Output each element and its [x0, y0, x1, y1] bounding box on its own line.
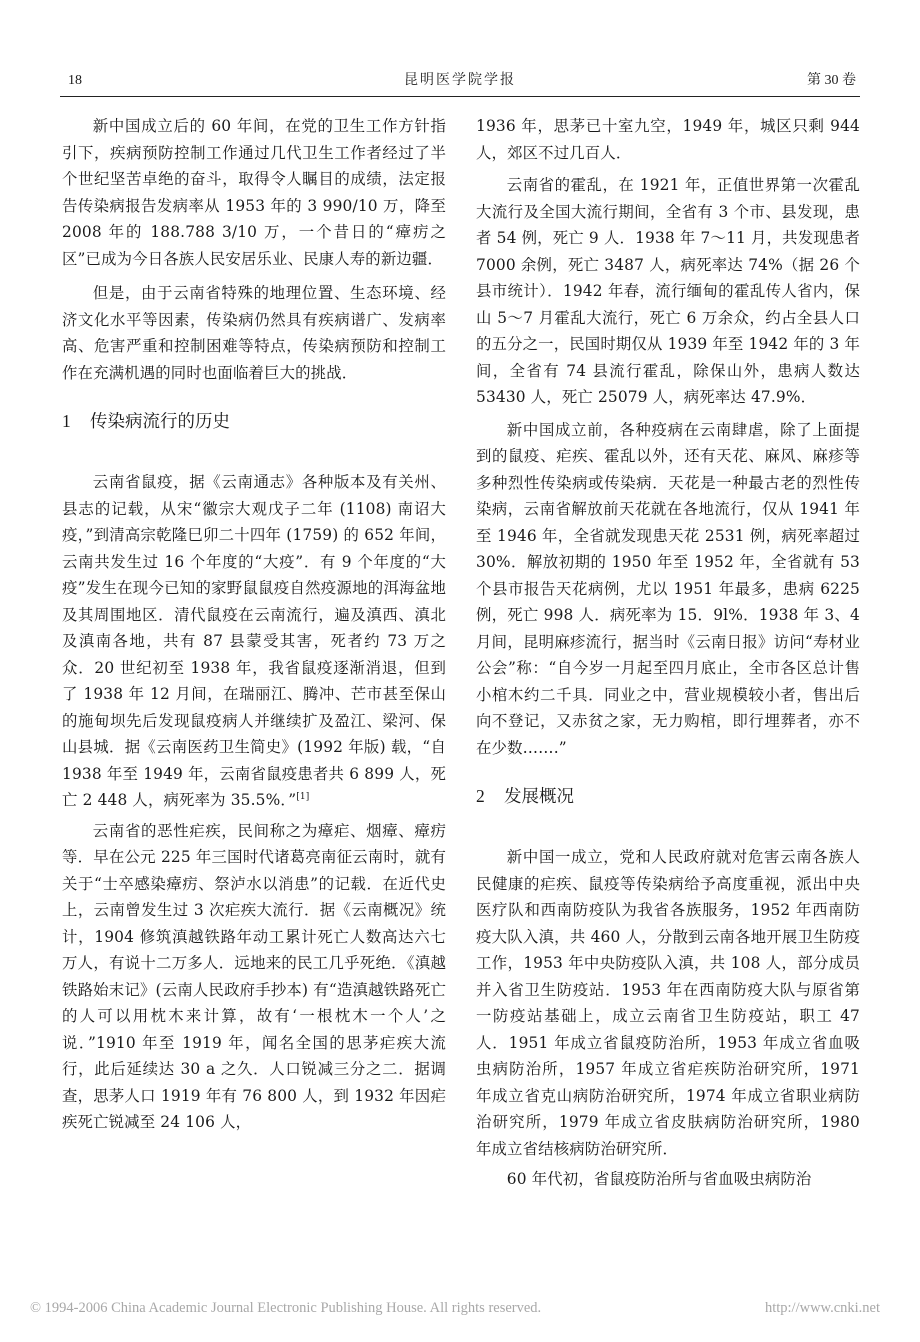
- malaria-paragraph: 云南省的恶性疟疾，民间称之为瘴疟、烟瘴、瘴疠等．早在公元 225 年三国时代诸葛亮南征云南时，就有关于“士卒感染瘴疠、祭泸水以消患”的记载．在近代史上，云南曾发生过 3 次疟疾大流行．据《云南概况》统计，1904 修筑滇越铁路年动工累计死亡人数高达六七万人，有说十二万多人．远地来的民工几乎死绝．《滇越铁路始末记》(云南人民政府手抄本) 有“造滇越铁路死亡的人可以用枕木来计算，故有‘一根枕木一个人’之说．”1910 年至 1919 年，闻名全国的思茅疟疾大流行，此后延续达 30 a 之久．人口锐减三分之二．据调查，思茅人口 1919 年有 76 800 人，到 1932 年因疟疾死亡锐减至 24 106 人，: [62, 821, 446, 1131]
- development-paragraph-2: 60 年代初，省鼠疫防治所与省血吸虫病防治: [506, 1170, 812, 1188]
- intro-paragraph-1: 新中国成立后的 60 年间，在党的卫生工作方针指引下，疾病预防控制工作通过几代卫生工作者经过了半个世纪坚苦卓绝的奋斗，取得令人瞩目的成绩，法定报告传染病报告发病率从 1953 年的 3 990/10 万，降至 2008 年的 188.788 3/10 万，一个昔日的“瘴疠之区”已成为今日各族人民安居乐业、民康人寿的新边疆．: [62, 117, 446, 268]
- malaria-continuation: 1936 年，思茅已十室九空，1949 年，城区只剩 944 人，郊区不过几百人．: [476, 117, 860, 162]
- intro-paragraph-2: 但是，由于云南省特殊的地理位置、生态环境、经济文化水平等因素，传染病仍然具有疾病谱广、发病率高、危害严重和控制困难等特点，传染病预防和控制工作在充满机遇的同时也面临着巨大的挑战．: [62, 284, 446, 382]
- other-diseases-paragraph: 新中国成立前，各种疫病在云南肆虐，除了上面提到的鼠疫、疟疾、霍乱以外，还有天花、麻风、麻疹等多种烈性传染病或传染病．天花是一种最古老的烈性传染病，云南省解放前天花就在各地流行，仅从 1941 年至 1946 年，全省就发现患天花 2531 例，病死率超过 30%．解放初期的 1950 年至 1952 年，全省就有 53 个县市报告天花病例，尤以 1951 年最多，患病 6225 例，死亡 998 人．病死率为 15．9l%．1938 年 3、4 月间，昆明麻疹流行，据当时《云南日报》访问“寿材业公会”称：“自今岁一月起至四月底止，全市各区总计售小棺木约二千具．同业之中，营业规模较小者，售出后向不登记，又赤贫之家，无力购棺，即行埋葬者，亦不在少数…….”: [476, 420, 860, 757]
- section-1-number: 1: [62, 411, 71, 431]
- plague-text: 云南省鼠疫，据《云南通志》各种版本及有关州、县志的记载，从宋“徽宗大观戊子二年 (1108) 南诏大疫，”到清高宗乾隆巳卯二十四年 (1759) 的 652 年间，云南共发生过 16 个年度的“大疫”．有 9 个年度的“大疫”发生在现今已知的家野鼠鼠疫自然疫源地的洱海盆地及其周围地区．清代鼠疫在云南流行，遍及滇西、滇北及滇南各地，共有 87 县蒙受其害，死者约 73 万之众．20 世纪初至 1938 年，我省鼠疫逐渐消退，但到了 1938 年 12 月间，在瑞丽江、腾冲、芒市甚至保山的施甸坝先后发现鼠疫病人并继续扩及盈江、梁河、保山县城．据《云南医药卫生简史》(1992 年版) 载，“自 1938 年至 1949 年，云南省鼠疫患者共 6 899 人，死亡 2 448 人，病死率为 35.5%．”: [62, 473, 446, 809]
- footer: [30, 1300, 890, 1317]
- section-1-title: 传染病流行的历史: [90, 412, 230, 432]
- development-paragraph-1: 新中国一成立，党和人民政府就对危害云南各族人民健康的疟疾、鼠疫等传染病给予高度重视，派出中央医疗队和西南防疫队为我省各族服务，1952 年西南防疫大队入滇，共 460 人，分散到云南各地开展卫生防疫工作，1953 年中央防疫队入滇，共 108 人，部分成员并入省卫生防疫站．1953 年在西南防疫大队与原省第一防疫站基础上，成立云南省卫生防疫站，职工 47 人．1951 年成立省鼠疫防治所，1953 年成立省血吸虫病防治所，1957 年成立省疟疾防治研究所，1971 年成立省克山病防治研究所，1974 年成立省职业病防治研究所，1979 年成立省皮肤病防治研究所，1980 年成立省结核病防治研究所．: [476, 848, 860, 1158]
- copyright-notice: © 1994-2006 China Academic Journal Electronic Publishing House. All rights reserved.: [30, 1300, 542, 1316]
- left-column: [62, 113, 446, 1136]
- right-column: [476, 113, 860, 1193]
- section-1-heading: [62, 408, 446, 435]
- footer-url: http://www.cnki.net: [764, 1300, 880, 1316]
- page-number: 18: [68, 73, 82, 88]
- cholera-paragraph: 云南省的霍乱，在 1921 年，正值世界第一次霍乱大流行及全国大流行期间，全省有 3 个市、县发现，患者 54 例，死亡 9 人．1938 年 7～11 月，共发现患者 7000 余例，死亡 3487 人，病死率达 74%（据 26 个县市统计）．1942 年春，流行缅甸的霍乱传人省内，保山 5～7 月霍乱大流行，死亡 6 万余众，约占全县人口的五分之一，民国时期仅从 1939 年至 1942 年的 3 年间，全省有 74 县流行霍乱，除保山外，患病人数达 53430 人，死亡 25079 人，病死率达 47.9%．: [476, 176, 860, 406]
- volume-label: 第 30 卷: [807, 73, 856, 88]
- header-rule: [60, 96, 860, 97]
- section-2-heading: [476, 783, 860, 810]
- section-2-number: 2: [476, 786, 485, 806]
- citation-1: [1]: [296, 791, 310, 802]
- section-2-title: 发展概况: [504, 787, 574, 807]
- running-header: [60, 66, 860, 96]
- journal-title: 昆明医学院学报: [404, 73, 516, 88]
- plague-paragraph: [62, 469, 446, 814]
